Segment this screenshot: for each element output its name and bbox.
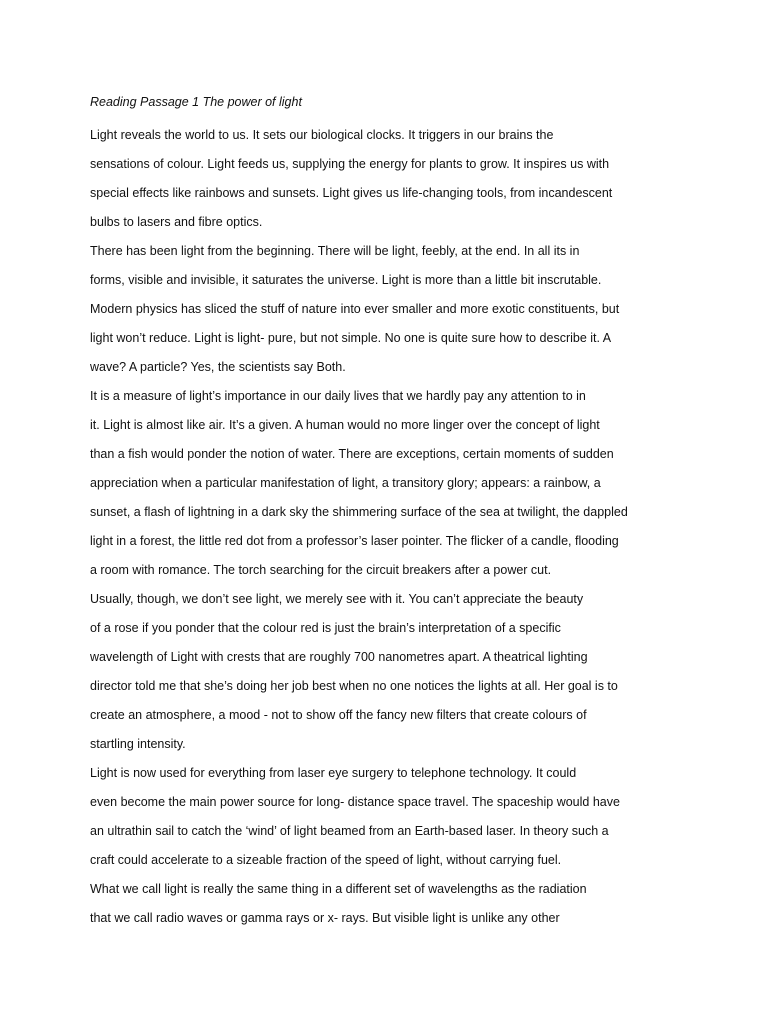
text-line: wave? A particle? Yes, the scientists say Both. bbox=[90, 360, 346, 374]
text-line: Light reveals the world to us. It sets our biological clocks. It triggers in our brains the bbox=[90, 128, 554, 142]
text-line: than a fish would ponder the notion of water. There are exceptions, certain moments of sudden bbox=[90, 447, 614, 461]
text-line: that we call radio waves or gamma rays or x- rays. But visible light is unlike any other bbox=[90, 911, 560, 925]
text-line: create an atmosphere, a mood - not to show off the fancy new filters that create colours of bbox=[90, 708, 587, 722]
text-line: special effects like rainbows and sunsets. Light gives us life-changing tools, from incandescent bbox=[90, 186, 613, 200]
text-line: forms, visible and invisible, it saturates the universe. Light is more than a little bit inscrutable. bbox=[90, 273, 602, 287]
text-line: appreciation when a particular manifestation of light, a transitory glory; appears: a rainbow, a bbox=[90, 476, 601, 490]
text-line: a room with romance. The torch searching for the circuit breakers after a power cut. bbox=[90, 563, 552, 577]
text-line: craft could accelerate to a sizeable fraction of the speed of light, without carrying fuel. bbox=[90, 853, 562, 867]
text-line: Modern physics has sliced the stuff of nature into ever smaller and more exotic constituents, but bbox=[90, 302, 620, 316]
text-line: bulbs to lasers and fibre optics. bbox=[90, 215, 263, 229]
document-page bbox=[90, 92, 750, 933]
text-line: Usually, though, we don’t see light, we merely see with it. You can’t appreciate the beauty bbox=[90, 592, 584, 606]
text-line: director told me that she’s doing her job best when no one notices the lights at all. Her goal is to bbox=[90, 679, 618, 693]
text-line: light won’t reduce. Light is light- pure, but not simple. No one is quite sure how to describe it. A bbox=[90, 331, 612, 345]
text-line: What we call light is really the same thing in a different set of wavelengths as the radiation bbox=[90, 882, 587, 896]
passage-title: Reading Passage 1 The power of light bbox=[90, 95, 302, 109]
text-line: sunset, a flash of lightning in a dark sky the shimmering surface of the sea at twilight, the dappled bbox=[90, 505, 628, 519]
text-line: of a rose if you ponder that the colour red is just the brain’s interpretation of a specific bbox=[90, 621, 561, 635]
text-line: an ultrathin sail to catch the ‘wind’ of light beamed from an Earth-based laser. In theory such a bbox=[90, 824, 609, 838]
text-line: Light is now used for everything from laser eye surgery to telephone technology. It could bbox=[90, 766, 577, 780]
text-line: even become the main power source for long- distance space travel. The spaceship would have bbox=[90, 795, 620, 809]
text-line: light in a forest, the little red dot from a professor’s laser pointer. The flicker of a candle, flooding bbox=[90, 534, 619, 548]
text-line: it. Light is almost like air. It’s a given. A human would no more linger over the concept of light bbox=[90, 418, 600, 432]
text-line: There has been light from the beginning. There will be light, feebly, at the end. In all its in bbox=[90, 244, 580, 258]
passage-body bbox=[90, 121, 750, 933]
text-line: wavelength of Light with crests that are roughly 700 nanometres apart. A theatrical lighting bbox=[90, 650, 588, 664]
text-line: sensations of colour. Light feeds us, supplying the energy for plants to grow. It inspires us with bbox=[90, 157, 610, 171]
text-line: It is a measure of light’s importance in our daily lives that we hardly pay any attention to in bbox=[90, 389, 586, 403]
text-line: startling intensity. bbox=[90, 737, 186, 751]
